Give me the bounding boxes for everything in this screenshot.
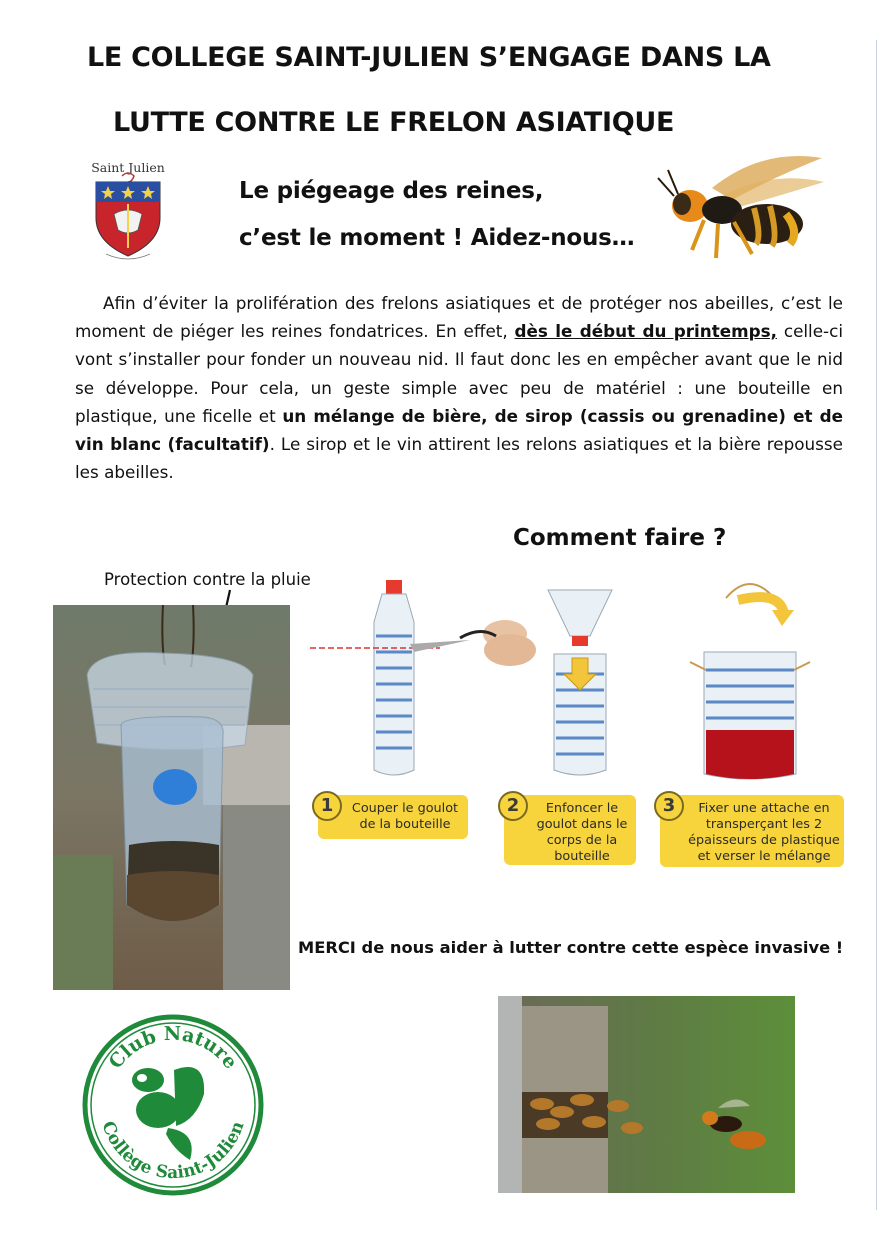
trap-photo xyxy=(53,605,290,990)
step-1-number: 1 xyxy=(312,791,342,821)
subtitle-line-2: c’est le moment ! Aidez-nous… xyxy=(239,225,635,251)
step-2-text: Enfoncer le goulot dans le corps de la bouteille xyxy=(536,801,628,864)
steps-illustration xyxy=(310,570,855,800)
merci-message: MERCI de nous aider à lutter contre cette espèce invasive ! xyxy=(298,938,844,957)
hornet-image xyxy=(652,148,832,266)
bees-hornet-photo xyxy=(498,996,795,1193)
step-3-card xyxy=(660,795,844,867)
school-crest xyxy=(88,158,168,264)
subtitle-line-1: Le piégeage des reines, xyxy=(239,178,544,204)
para-part-5: . Le sirop et le vin attirent les relons asiatiques et la bière repousse les abeilles. xyxy=(75,434,843,483)
para-part-3: celle-ci vont s’installer pour fonder un nouveau nid. Il faut donc les en empêcher avant que le nid se développe. Pour cela, un geste simple avec peu de matériel : une bouteille en plastique, une ficelle et xyxy=(75,321,843,426)
page-edge xyxy=(876,40,877,1210)
intro-paragraph xyxy=(75,289,843,486)
logo-top-text: Club Nature xyxy=(104,1022,242,1074)
club-nature-logo xyxy=(78,1010,268,1200)
step-1-card xyxy=(318,795,468,839)
bee-icon xyxy=(132,1067,204,1160)
para-part-1: Afin d’éviter la prolifération des frelons asiatiques et de protéger nos abeilles, c’est le moment de piéger les reines fondatrices. En effet, xyxy=(75,293,843,342)
step-2-number: 2 xyxy=(498,791,528,821)
step-3-number: 3 xyxy=(654,791,684,821)
title-line-2: LUTTE CONTRE LE FRELON ASIATIQUE xyxy=(113,107,675,138)
title-line-1: LE COLLEGE SAINT-JULIEN S’ENGAGE DANS LA xyxy=(87,42,771,73)
how-to-heading: Comment faire ? xyxy=(513,525,727,551)
step-3-text: Fixer une attache en transperçant les 2 épaisseurs de plastique et verser le mélange xyxy=(688,801,840,864)
para-spring-emphasis: dès le début du printemps, xyxy=(514,321,777,342)
step-1-text: Couper le goulot de la bouteille xyxy=(351,801,459,832)
rain-protection-label: Protection contre la pluie xyxy=(104,570,311,589)
step-2-card xyxy=(504,795,636,865)
crest-name: Saint Julien xyxy=(91,160,165,175)
logo-bottom-text: Collège Saint-Julien xyxy=(97,1118,249,1184)
para-mixture-emphasis: un mélange de bière, de sirop (cassis ou grenadine) et de vin blanc (facultatif) xyxy=(75,405,843,455)
